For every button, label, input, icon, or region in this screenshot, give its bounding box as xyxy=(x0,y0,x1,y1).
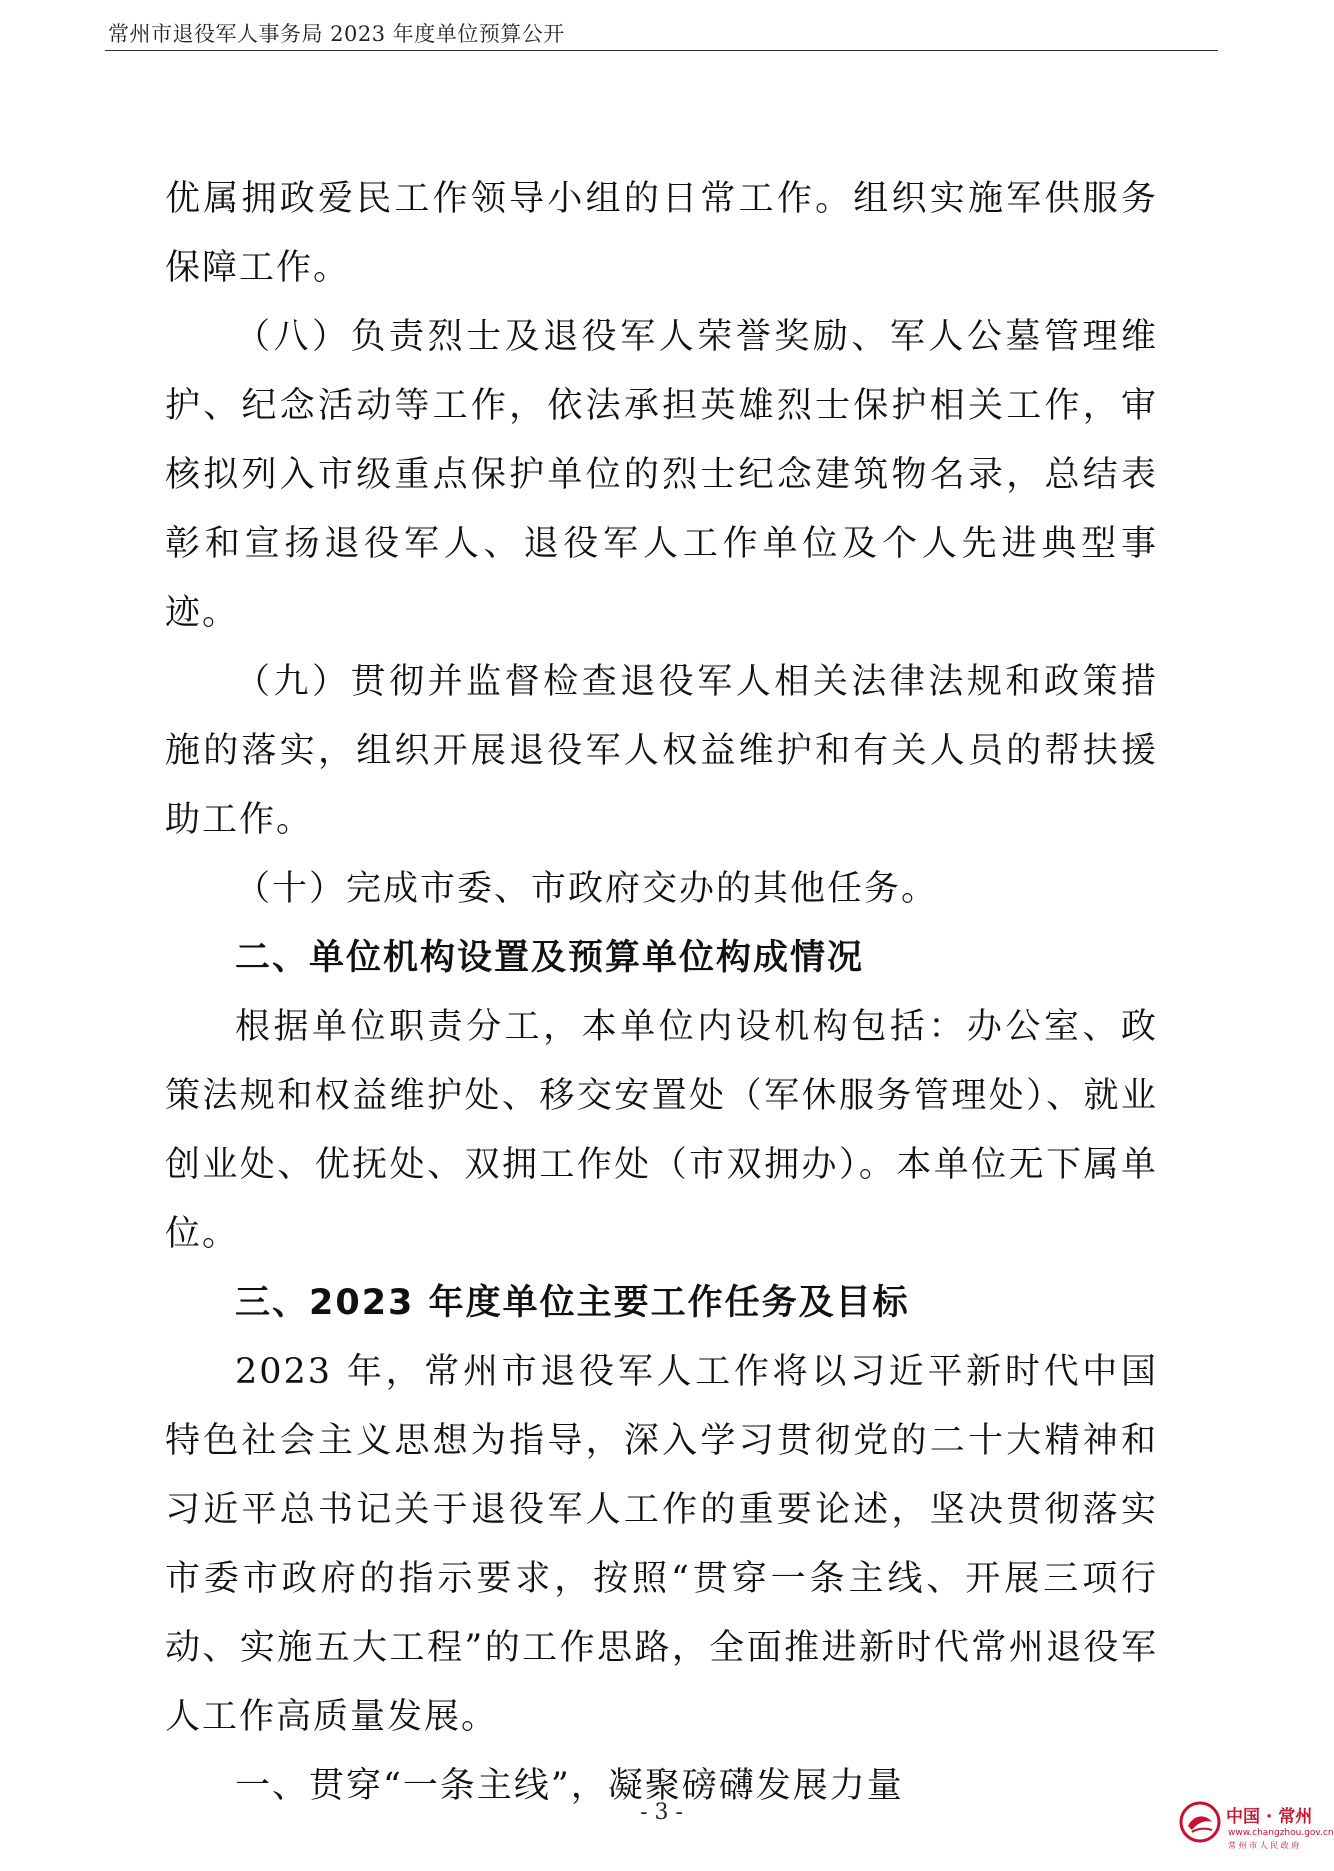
logo-url: www.changzhou.gov.cn xyxy=(1228,1828,1334,1838)
paragraph-item-10: （十）完成市委、市政府交办的其他任务。 xyxy=(235,869,939,909)
changzhou-logo xyxy=(1178,1798,1334,1858)
logo-subtitle: 常 州 市 人 民 政 府 xyxy=(1228,1841,1300,1850)
page-number: - 3 - xyxy=(640,1800,683,1825)
paragraph-2023-goals: 2023 年，常州市退役军人工作将以习近平新时代中国特色社会主义思想为指导，深入学习贯彻党的二十大精神和习近平总书记关于退役军人工作的重要论述，坚决贯彻落实市委市政府的指示要求，按照“贯穿一条主线、开展三项行动、实施五大工程”的工作思路，全面推进新时代常州退役军人工作高质量发展。 xyxy=(165,1352,1158,1737)
changzhou-emblem-icon xyxy=(1178,1800,1222,1844)
document-body xyxy=(165,165,1158,1821)
logo-name: 中国 · 常州 xyxy=(1226,1807,1313,1827)
paragraph-org-structure: 根据单位职责分工，本单位内设机构包括：办公室、政策法规和权益维护处、移交安置处（军休服务管理处）、就业创业处、优抚处、双拥工作处（市双拥办）。本单位无下属单位。 xyxy=(165,1007,1158,1254)
section-heading-3: 三、2023 年度单位主要工作任务及目标 xyxy=(235,1283,910,1323)
header-title: 常州市退役军人事务局 2023 年度单位预算公开 xyxy=(108,22,565,46)
header-divider xyxy=(105,50,1218,51)
subheading-main-line: 一、贯穿“一条主线”，凝聚磅礴发展力量 xyxy=(235,1766,904,1806)
paragraph-item-8: （八）负责烈士及退役军人荣誉奖励、军人公墓管理维护、纪念活动等工作，依法承担英雄烈士保护相关工作，审核拟列入市级重点保护单位的烈士纪念建筑物名录，总结表彰和宣扬退役军人、退役军人工作单位及个人先进典型事迹。 xyxy=(165,317,1158,633)
section-heading-2: 二、单位机构设置及预算单位构成情况 xyxy=(235,938,865,978)
paragraph-item-9: （九）贯彻并监督检查退役军人相关法律法规和政策措施的落实，组织开展退役军人权益维护和有关人员的帮扶援助工作。 xyxy=(165,662,1158,840)
paragraph-continuation: 优属拥政爱民工作领导小组的日常工作。组织实施军供服务保障工作。 xyxy=(165,179,1158,288)
